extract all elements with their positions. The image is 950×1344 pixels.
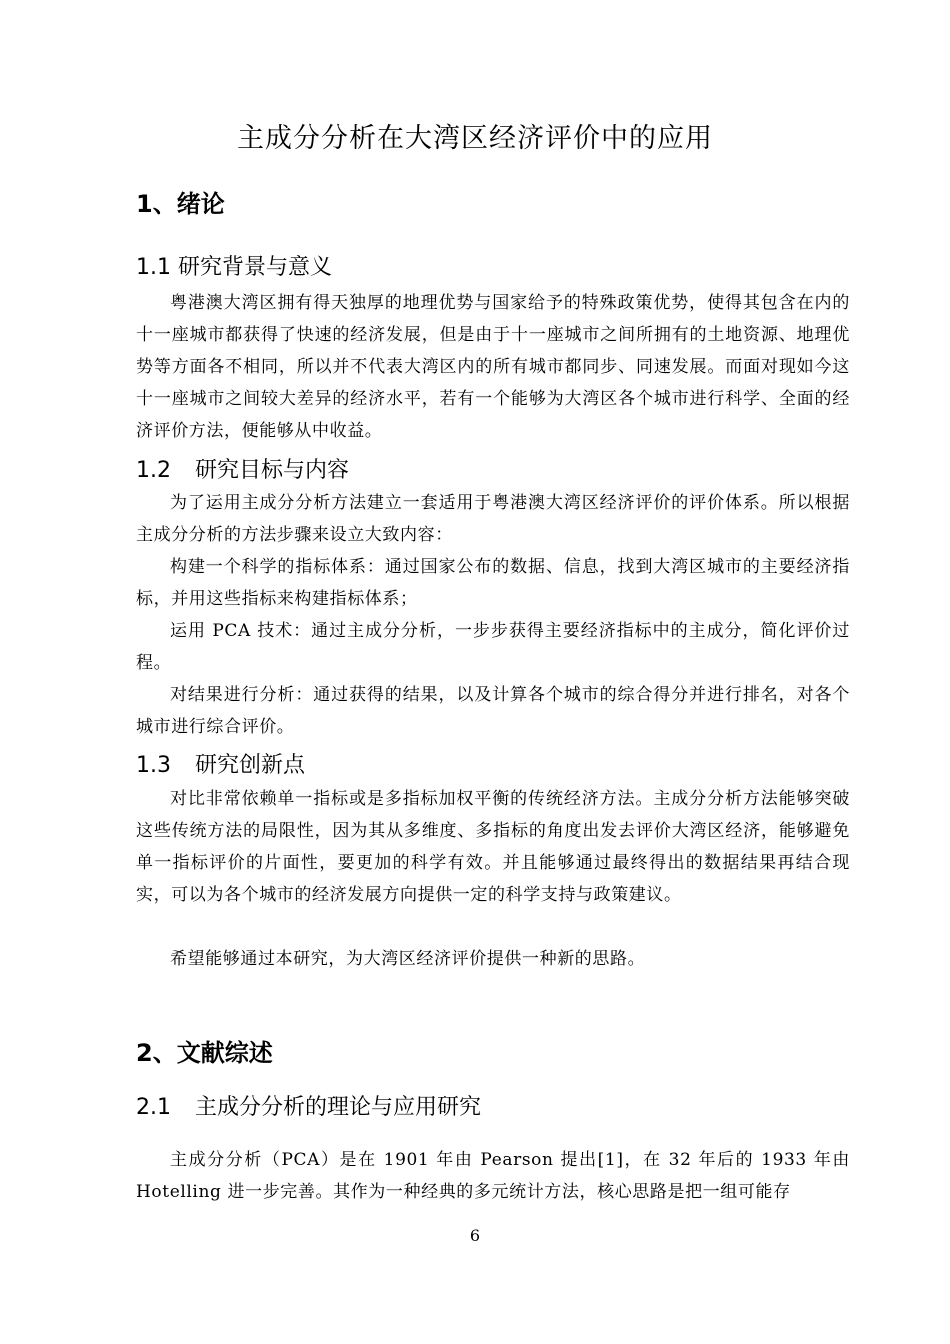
section-1-2-paragraph-4: 对结果进行分析：通过获得的结果，以及计算各个城市的综合得分并进行排名，对各个城市进行综合评价。 [136,685,850,737]
section-2-1-paragraph-1: 主成分分析（PCA）是在 1901 年由 Pearson 提出[1]，在 32 年后的 1933 年由 Hotelling 进一步完善。其作为一种经典的多元统计方法，核心思路是把一组可能存 [136,1150,850,1202]
section-title: 主成分分析的理论与应用研究 [195,1095,482,1120]
section-1-heading: 1、绪论 [136,190,225,218]
section-1-3-heading [136,748,305,779]
section-2-heading: 2、文献综述 [136,1039,273,1067]
section-1-2-paragraph-1: 为了运用主成分分析方法建立一套适用于粤港澳大湾区经济评价的评价体系。所以根据主成分分析的方法步骤来设立大致内容： [136,493,850,545]
section-1-3-paragraph-1: 对比非常依赖单一指标或是多指标加权平衡的传统经济方法。主成分分析方法能够突破这些传统方法的局限性，因为其从多维度、多指标的角度出发去评价大湾区经济，能够避免单一指标评价的片面性，要更加的科学有效。并且能够通过最终得出的数据结果再结合现实，可以为各个城市的经济发展方向提供一定的科学支持与政策建议。 [136,789,850,905]
section-1-3-paragraph-2: 希望能够通过本研究，为大湾区经济评价提供一种新的思路。 [170,949,646,969]
section-title: 研究目标与内容 [195,458,350,483]
section-1-1-heading: 1.1 研究背景与意义 [136,255,332,280]
section-1-2-paragraph-2: 构建一个科学的指标体系：通过国家公布的数据、信息，找到大湾区城市的主要经济指标，并用这些指标来构建指标体系； [136,557,850,609]
section-1-2-heading [136,453,349,484]
section-number: 1.2 [136,458,171,483]
section-title: 研究创新点 [195,753,306,778]
section-1-1-paragraph: 粤港澳大湾区拥有得天独厚的地理优势与国家给予的特殊政策优势，使得其包含在内的十一座城市都获得了快速的经济发展，但是由于十一座城市之间所拥有的土地资源、地理优势等方面各不相同，所以并不代表大湾区内的所有城市都同步、同速发展。而面对现如今这十一座城市之间较大差异的经济水平，若有一个能够为大湾区各个城市进行科学、全面的经济评价方法，便能够从中收益。 [136,293,850,441]
document-title: 主成分分析在大湾区经济评价中的应用 [237,123,713,154]
section-number: 1.3 [136,753,171,778]
section-2-1-heading [136,1090,481,1121]
section-number: 2.1 [136,1095,171,1120]
page-number: 6 [469,1226,481,1245]
section-1-2-paragraph-3: 运用 PCA 技术：通过主成分分析，一步步获得主要经济指标中的主成分，简化评价过程。 [136,621,850,673]
